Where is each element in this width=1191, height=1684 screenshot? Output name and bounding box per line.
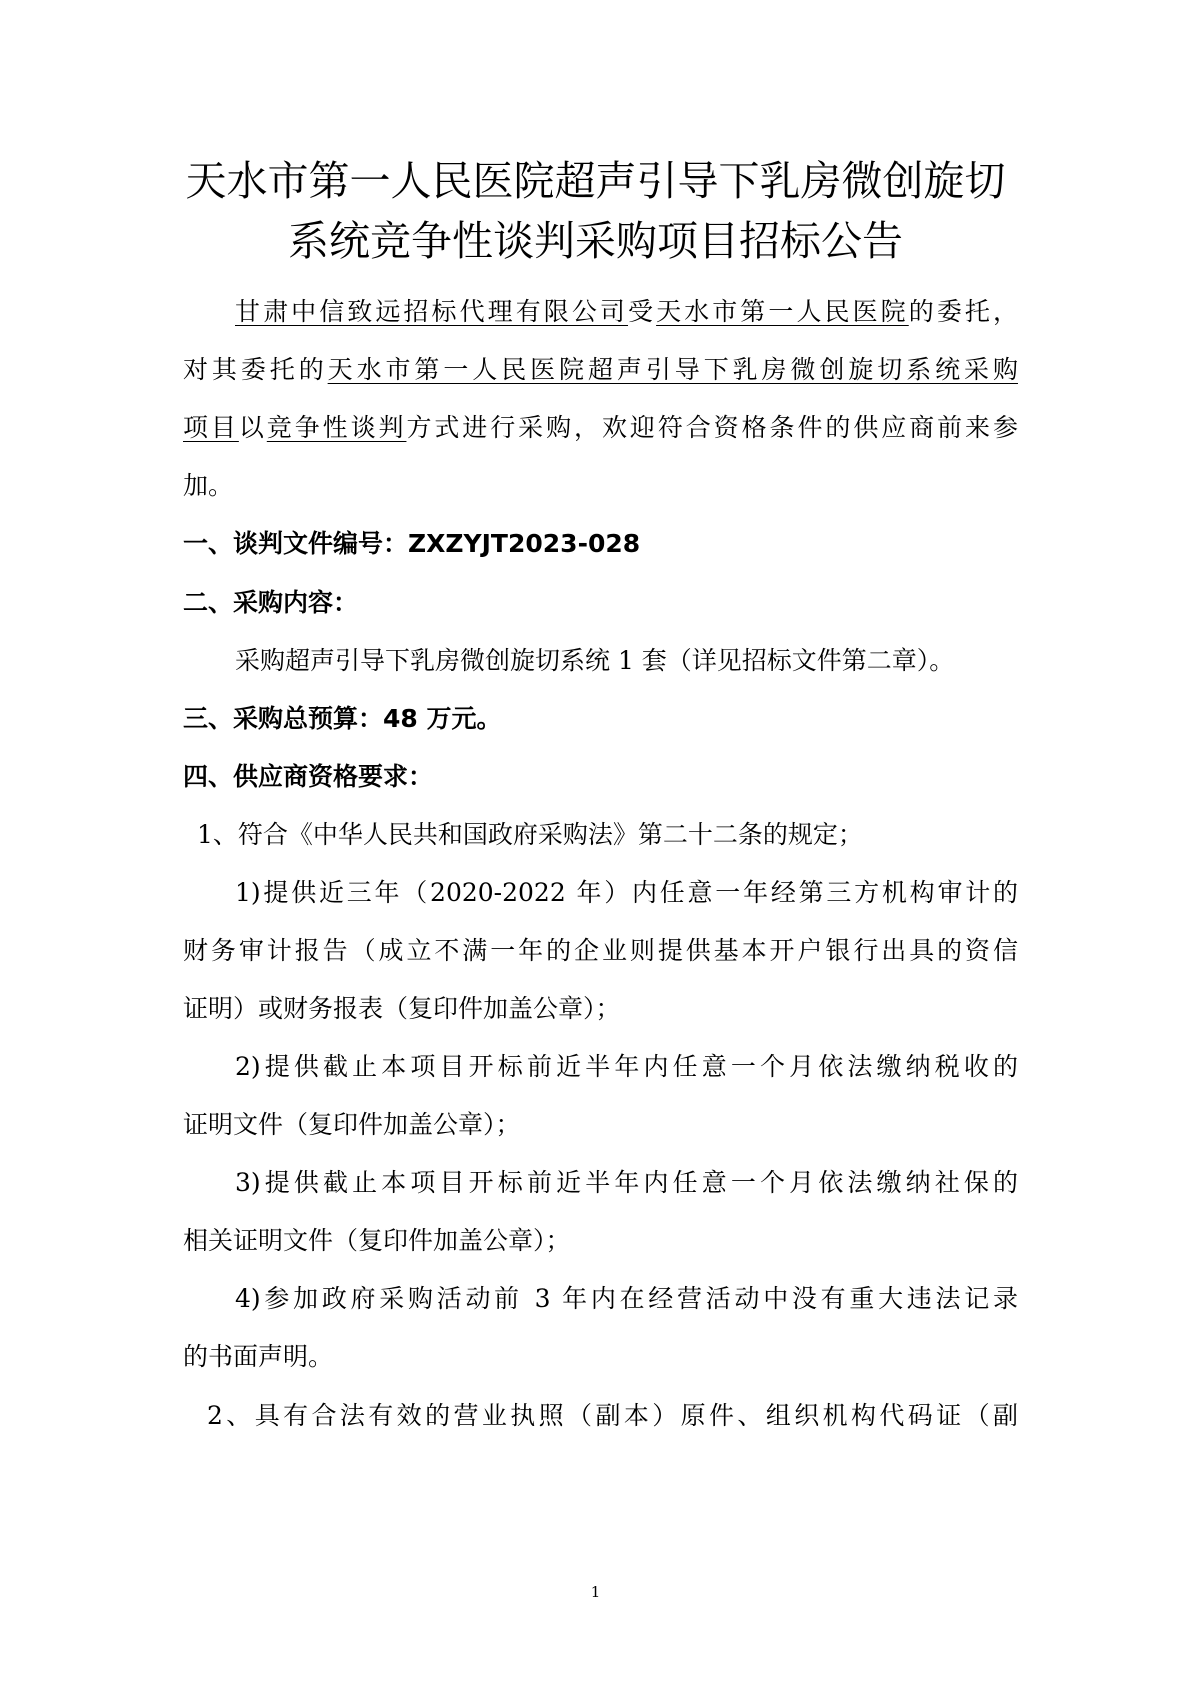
client-name: 天水市第一人民医院 <box>656 297 909 326</box>
item-3-line-2: 相关证明文件（复印件加盖公章）； <box>183 1226 571 1255</box>
section-procurement-content: 二、采购内容： <box>183 588 359 617</box>
procurement-method: 竞争性谈判 <box>266 413 407 442</box>
page-number: 1 <box>590 1583 601 1601</box>
item-1-line-3: 证明）或财务报表（复印件加盖公章）； <box>183 994 621 1023</box>
intro-line-4: 加。 <box>183 471 234 500</box>
requirement-2: 2、具有合法有效的营业执照（副本）原件、组织机构代码证（副 <box>207 1401 1018 1430</box>
item-1-line-2: 财务审计报告（成立不满一年的企业则提供基本开户银行出具的资信 <box>183 936 1018 965</box>
item-4-line-1: 4)参加政府采购活动前 3 年内在经营活动中没有重大违法记录 <box>235 1284 1018 1313</box>
agent-name: 甘肃中信致远招标代理有限公司 <box>235 297 629 326</box>
intro-line-2: 对其委托的天水市第一人民医院超声引导下乳房微创旋切系统采购 <box>183 355 1018 384</box>
section-qualifications: 四、供应商资格要求： <box>183 762 434 791</box>
procurement-content-body: 采购超声引导下乳房微创旋切系统 1 套（详见招标文件第二章）。 <box>235 646 955 675</box>
project-name: 天水市第一人民医院超声引导下乳房微创旋切系统采购 <box>327 355 1018 384</box>
section-document-number: 一、谈判文件编号：ZXZYJT2023-028 <box>183 529 641 558</box>
intro-line-3: 项目以竞争性谈判方式进行采购，欢迎符合资格条件的供应商前来参 <box>183 413 1018 442</box>
item-2-line-2: 证明文件（复印件加盖公章）； <box>183 1110 521 1139</box>
requirement-1: 1、符合《中华人民共和国政府采购法》第二十二条的规定； <box>197 820 863 849</box>
intro-line-1: 甘肃中信致远招标代理有限公司受天水市第一人民医院的委托， <box>235 297 1018 326</box>
item-4-line-2: 的书面声明。 <box>183 1342 334 1371</box>
section-budget: 三、采购总预算：48 万元。 <box>183 704 502 733</box>
item-3-line-1: 3)提供截止本项目开标前近半年内任意一个月依法缴纳社保的 <box>235 1168 1018 1197</box>
document-title-line-1: 天水市第一人民医院超声引导下乳房微创旋切 <box>185 157 1006 205</box>
item-1-line-1: 1)提供近三年（2020-2022 年）内任意一年经第三方机构审计的 <box>235 878 1018 907</box>
document-title-line-2: 系统竞争性谈判采购项目招标公告 <box>288 217 903 265</box>
project-name-end: 项目 <box>183 413 239 442</box>
item-2-line-1: 2)提供截止本项目开标前近半年内任意一个月依法缴纳税收的 <box>235 1052 1018 1081</box>
